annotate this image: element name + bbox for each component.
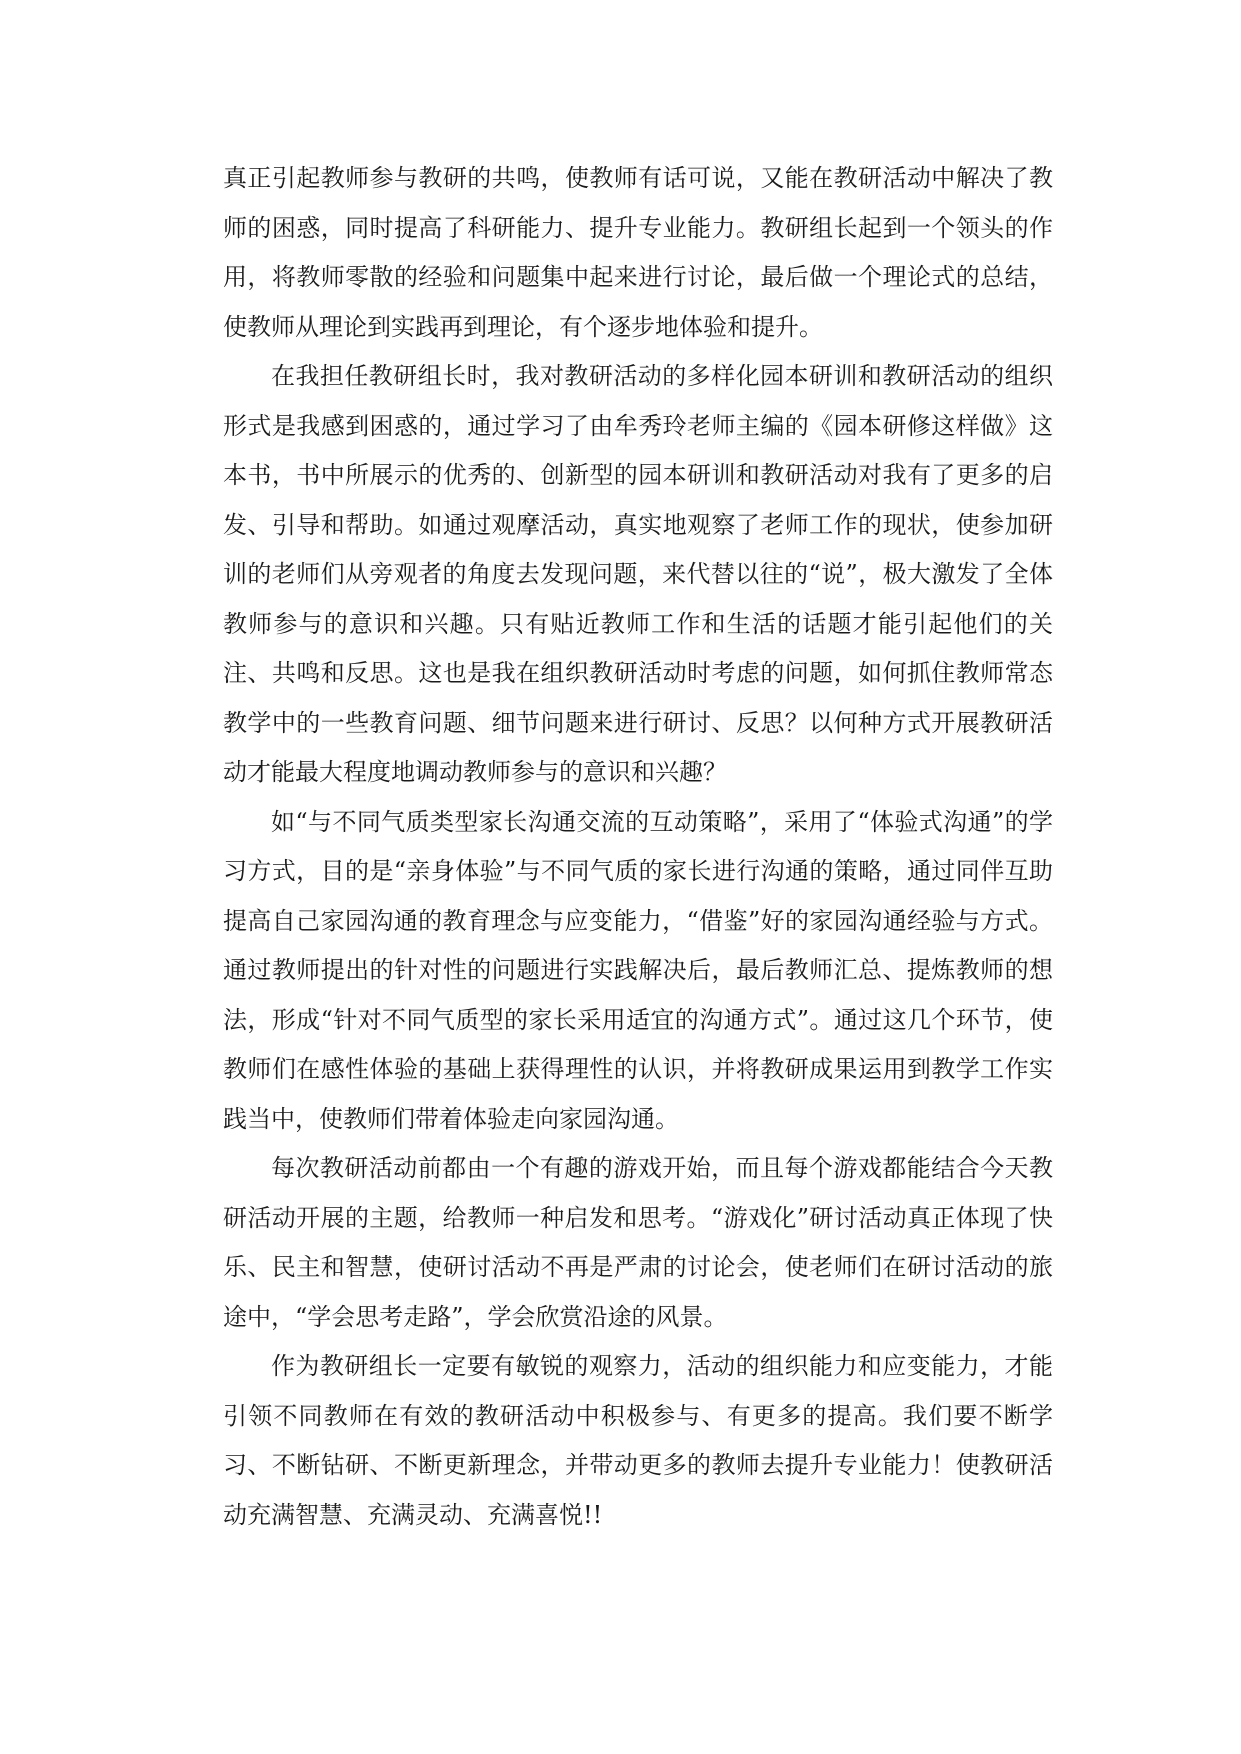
paragraph-5: 作为教研组长一定要有敏锐的观察力，活动的组织能力和应变能力，才能引领不同教师在有效的教研活动中积极参与、有更多的提高。我们要不断学习、不断钻研、不断更新理念，并带动更多的教师去提升专业能力！使教研活动充满智慧、充满灵动、充满喜悦!! (223, 1352, 1053, 1529)
paragraph-4: 每次教研活动前都由一个有趣的游戏开始，而且每个游戏都能结合今天教研活动开展的主题，给教师一种启发和思考。“游戏化”研讨活动真正体现了快乐、民主和智慧，使研讨活动不再是严肃的讨论会，使老师们在研讨活动的旅途中，“学会思考走路”，学会欣赏沿途的风景。 (223, 1154, 1053, 1331)
body-text (223, 154, 1053, 1540)
paragraph-3: 如“与不同气质类型家长沟通交流的互动策略”，采用了“体验式沟通”的学习方式，目的是“亲身体验”与不同气质的家长进行沟通的策略，通过同伴互助提高自己家园沟通的教育理念与应变能力，“借鉴”好的家园沟通经验与方式。通过教师提出的针对性的问题进行实践解决后，最后教师汇总、提炼教师的想法，形成“针对不同气质型的家长采用适宜的沟通方式”。通过这几个环节，使教师们在感性体验的基础上获得理性的认识，并将教研成果运用到教学工作实践当中，使教师们带着体验走向家园沟通。 (223, 807, 1053, 1133)
paragraph-1: 真正引起教师参与教研的共鸣，使教师有话可说，又能在教研活动中解决了教师的困惑，同时提高了科研能力、提升专业能力。教研组长起到一个领头的作用，将教师零散的经验和问题集中起来进行讨论，最后做一个理论式的总结，使教师从理论到实践再到理论，有个逐步地体验和提升。 (223, 164, 1053, 341)
paragraph-2: 在我担任教研组长时，我对教研活动的多样化园本研训和教研活动的组织形式是我感到困惑的，通过学习了由牟秀玲老师主编的《园本研修这样做》这本书，书中所展示的优秀的、创新型的园本研训和教研活动对我有了更多的启发、引导和帮助。如通过观摩活动，真实地观察了老师工作的现状，使参加研训的老师们从旁观者的角度去发现问题，来代替以往的“说”，极大激发了全体教师参与的意识和兴趣。只有贴近教师工作和生活的话题才能引起他们的关注、共鸣和反思。这也是我在组织教研活动时考虑的问题，如何抓住教师常态教学中的一些教育问题、细节问题来进行研讨、反思？以何种方式开展教研活动才能最大程度地调动教师参与的意识和兴趣？ (223, 362, 1053, 786)
